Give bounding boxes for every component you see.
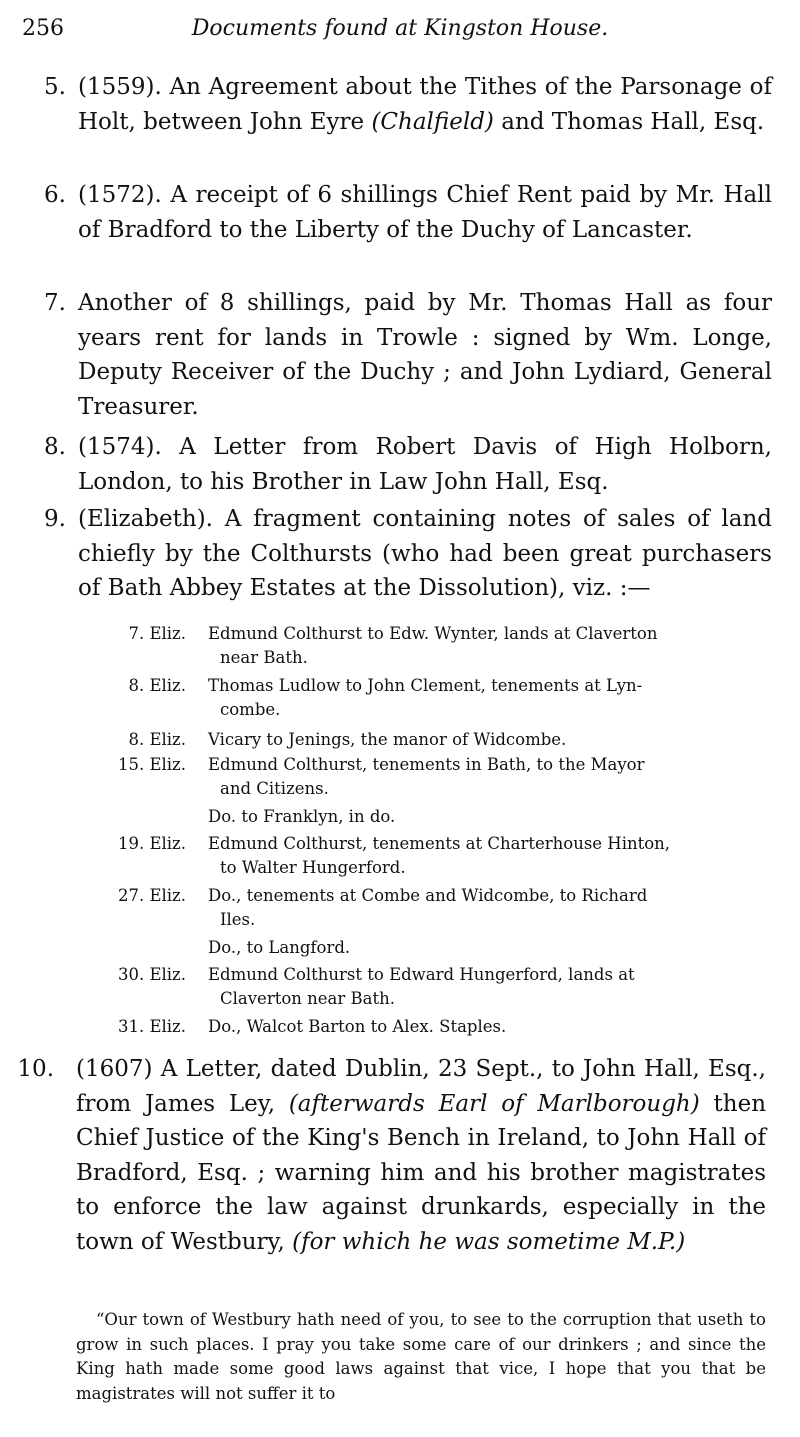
sale-description: Do. to Franklyn, in do.	[208, 807, 396, 826]
page-header	[0, 12, 800, 46]
sale-description: Do., Walcot Barton to Alex. Staples.	[208, 1017, 507, 1036]
item-text: Another of 8 shillings, paid by Mr. Thomas Hall as four years rent for lands in Trowle : signed by Wm. Longe, Deputy Receiver of the Duchy ; and John Lydiard, General Treasurer.	[78, 290, 772, 420]
item-number: 6.	[44, 182, 66, 208]
item-number: 9.	[44, 506, 66, 532]
item-number: 5.	[44, 74, 66, 100]
sale-description: Do., tenements at Combe and Widcombe, to Richard Iles.	[208, 886, 648, 929]
sale-description: Edmund Colthurst, tenements at Charterhouse Hinton, to Walter Hungerford.	[208, 834, 671, 877]
running-title: Documents found at Kingston House.	[191, 16, 609, 41]
item-text: (1559). An Agreement about the Tithes of the Parsonage of Holt, between John Eyre (Chalfield) and Thomas Hall, Esq.	[78, 74, 772, 135]
sale-description: Edmund Colthurst to Edward Hungerford, lands at Claverton near Bath.	[208, 965, 635, 1008]
item-number: 8.	[44, 434, 66, 460]
item-text: (1607) A Letter, dated Dublin, 23 Sept., to John Hall, Esq., from James Ley, (afterwards Earl of Marlborough) then Chief Justice of the King's Bench in Ireland, to John Hall of Bradford, Esq. ; warning him and his brother magistrates to enforce the law against drunkards, especially in the town of Westbury, (for which he was sometime M.P.)	[76, 1056, 767, 1255]
sale-description: Do., to Langford.	[208, 938, 351, 957]
page-number: 256	[22, 16, 64, 41]
sale-description: Edmund Colthurst to Edw. Wynter, lands at Claverton near Bath.	[208, 624, 658, 667]
reign-year: 15. Eliz.	[117, 755, 186, 774]
italic-note: (for which he was sometime M.P.)	[292, 1228, 686, 1255]
reign-year: 8. Eliz.	[128, 676, 186, 695]
sale-description: Vicary to Jenings, the manor of Widcombe.	[208, 730, 567, 749]
sale-description: Edmund Colthurst, tenements in Bath, to the Mayor and Citizens.	[208, 755, 645, 798]
italic-note: (afterwards Earl of Marlborough)	[288, 1090, 700, 1117]
item-text: (Elizabeth). A fragment containing notes of sales of land chiefly by the Colthursts (who had been great purchasers of Bath Abbey Estates at the Dissolution), viz. :—	[78, 506, 772, 601]
reign-year: 19. Eliz.	[117, 834, 186, 853]
quotation: “Our town of Westbury hath need of you, to see to the corruption that useth to grow in such places. I pray you take some care of our drinkers ; and since the King hath made some good laws against that vice, I hope that you that be magistrates will not suffer it to	[76, 1310, 766, 1403]
item-text: (1574). A Letter from Robert Davis of High Holborn, London, to his Brother in Law John Hall, Esq.	[78, 434, 772, 495]
reign-year: 30. Eliz.	[117, 965, 186, 984]
item-number: 10.	[17, 1056, 54, 1082]
italic-note: (Chalfield)	[371, 108, 494, 135]
item-text: (1572). A receipt of 6 shillings Chief Rent paid by Mr. Hall of Bradford to the Liberty of the Duchy of Lancaster.	[78, 182, 772, 243]
sale-description: Thomas Ludlow to John Clement, tenements at Lyn- combe.	[208, 676, 643, 719]
item-number: 7.	[44, 290, 66, 316]
reign-year: 8. Eliz.	[128, 730, 186, 749]
reign-year: 7. Eliz.	[128, 624, 186, 643]
reign-year: 31. Eliz.	[117, 1017, 186, 1036]
reign-year: 27. Eliz.	[117, 886, 186, 905]
